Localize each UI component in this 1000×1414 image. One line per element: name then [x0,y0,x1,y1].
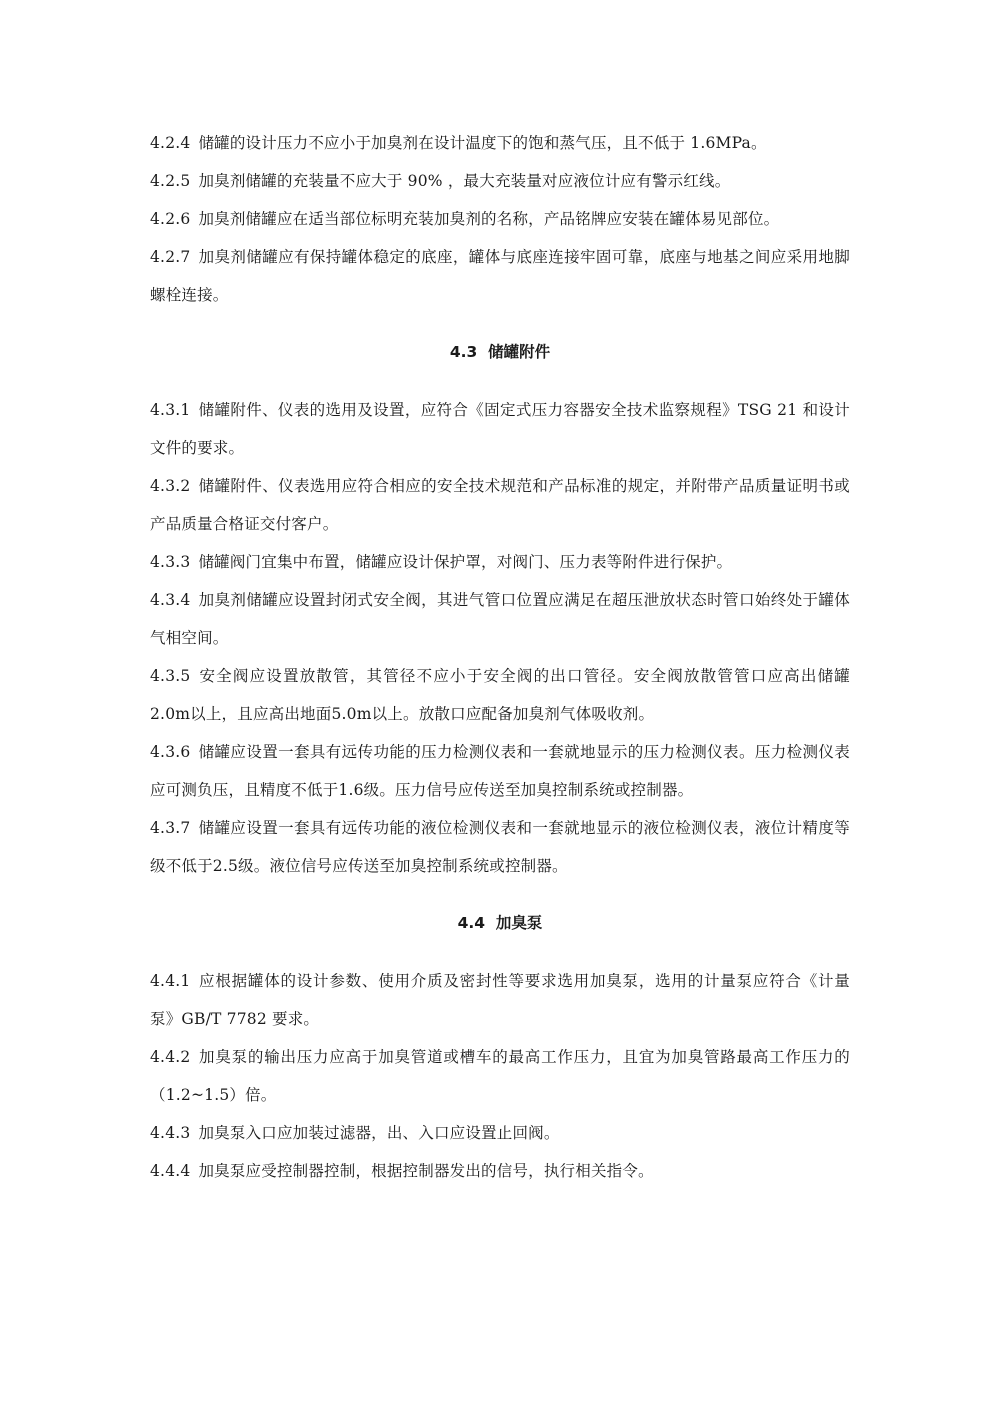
clause-4-3-5 [150,657,850,733]
clause-4-3-2 [150,467,850,543]
section-4-3 [150,314,850,885]
clause-text: 加臭泵入口应加装过滤器，出、入口应设置止回阀。 [198,1124,560,1142]
clause-text: 储罐应设置一套具有远传功能的压力检测仪表和一套就地显示的压力检测仪表。压力检测仪表应可测负压，且精度不低于1.6级。压力信号应传送至加臭控制系统或控制器。 [150,743,850,799]
clause-4-2-4 [150,124,850,162]
clause-number: 4.3.6 [150,743,191,761]
heading-title: 加臭泵 [495,914,543,932]
clause-4-4-3 [150,1114,850,1152]
clause-4-3-4 [150,581,850,657]
clause-4-3-3 [150,543,850,581]
section-heading-4-3 [150,314,850,391]
clause-4-2-5 [150,162,850,200]
document-page [150,124,850,1190]
clause-number: 4.2.5 [150,172,191,190]
clause-text: 加臭泵的输出压力应高于加臭管道或槽车的最高工作压力，且宜为加臭管路最高工作压力的（1.2~1.5）倍。 [150,1048,850,1104]
clause-text: 安全阀应设置放散管，其管径不应小于安全阀的出口管径。安全阀放散管管口应高出储罐2.0m以上，且应高出地面5.0m以上。放散口应配备加臭剂气体吸收剂。 [150,667,850,723]
clause-text: 加臭剂储罐应设置封闭式安全阀，其进气管口位置应满足在超压泄放状态时管口始终处于罐体气相空间。 [150,591,850,647]
heading-number: 4.4 [457,914,486,932]
clause-number: 4.2.7 [150,248,191,266]
clause-text: 加臭剂储罐的充装量不应大于 90% ，最大充装量对应液位计应有警示红线。 [198,172,731,190]
clause-text: 储罐附件、仪表的选用及设置，应符合《固定式压力容器安全技术监察规程》TSG 21 和设计文件的要求。 [150,401,850,457]
clause-number: 4.4.4 [150,1162,191,1180]
clause-number: 4.3.2 [150,477,191,495]
clause-text: 加臭泵应受控制器控制，根据控制器发出的信号，执行相关指令。 [198,1162,654,1180]
clause-text: 储罐阀门宜集中布置，储罐应设计保护罩，对阀门、压力表等附件进行保护。 [198,553,733,571]
clause-text: 储罐应设置一套具有远传功能的液位检测仪表和一套就地显示的液位检测仪表，液位计精度等级不低于2.5级。液位信号应传送至加臭控制系统或控制器。 [150,819,850,875]
clause-4-4-1 [150,962,850,1038]
section-4-4 [150,885,850,1190]
clause-number: 4.3.3 [150,553,191,571]
clause-number: 4.3.4 [150,591,191,609]
clause-number: 4.3.5 [150,667,191,685]
section-4-2 [150,124,850,314]
clause-text: 加臭剂储罐应有保持罐体稳定的底座，罐体与底座连接牢固可靠，底座与地基之间应采用地脚螺栓连接。 [150,248,850,304]
clause-4-3-1 [150,391,850,467]
clause-number: 4.4.3 [150,1124,191,1142]
clause-4-2-7 [150,238,850,314]
clause-4-4-2 [150,1038,850,1114]
clause-text: 储罐的设计压力不应小于加臭剂在设计温度下的饱和蒸气压，且不低于 1.6MPa。 [198,134,767,152]
clause-number: 4.4.2 [150,1048,191,1066]
heading-number: 4.3 [449,343,478,361]
section-heading-4-4 [150,885,850,962]
heading-title: 储罐附件 [488,343,551,361]
clause-number: 4.4.1 [150,972,191,990]
clause-number: 4.3.7 [150,819,191,837]
clause-number: 4.2.4 [150,134,191,152]
clause-text: 储罐附件、仪表选用应符合相应的安全技术规范和产品标准的规定，并附带产品质量证明书或产品质量合格证交付客户。 [150,477,850,533]
clause-4-2-6 [150,200,850,238]
clause-4-4-4 [150,1152,850,1190]
clause-4-3-7 [150,809,850,885]
clause-text: 应根据罐体的设计参数、使用介质及密封性等要求选用加臭泵，选用的计量泵应符合《计量泵》GB/T 7782 要求。 [150,972,850,1028]
clause-4-3-6 [150,733,850,809]
clause-number: 4.2.6 [150,210,191,228]
clause-text: 加臭剂储罐应在适当部位标明充装加臭剂的名称，产品铭牌应安装在罐体易见部位。 [198,210,780,228]
clause-number: 4.3.1 [150,401,191,419]
